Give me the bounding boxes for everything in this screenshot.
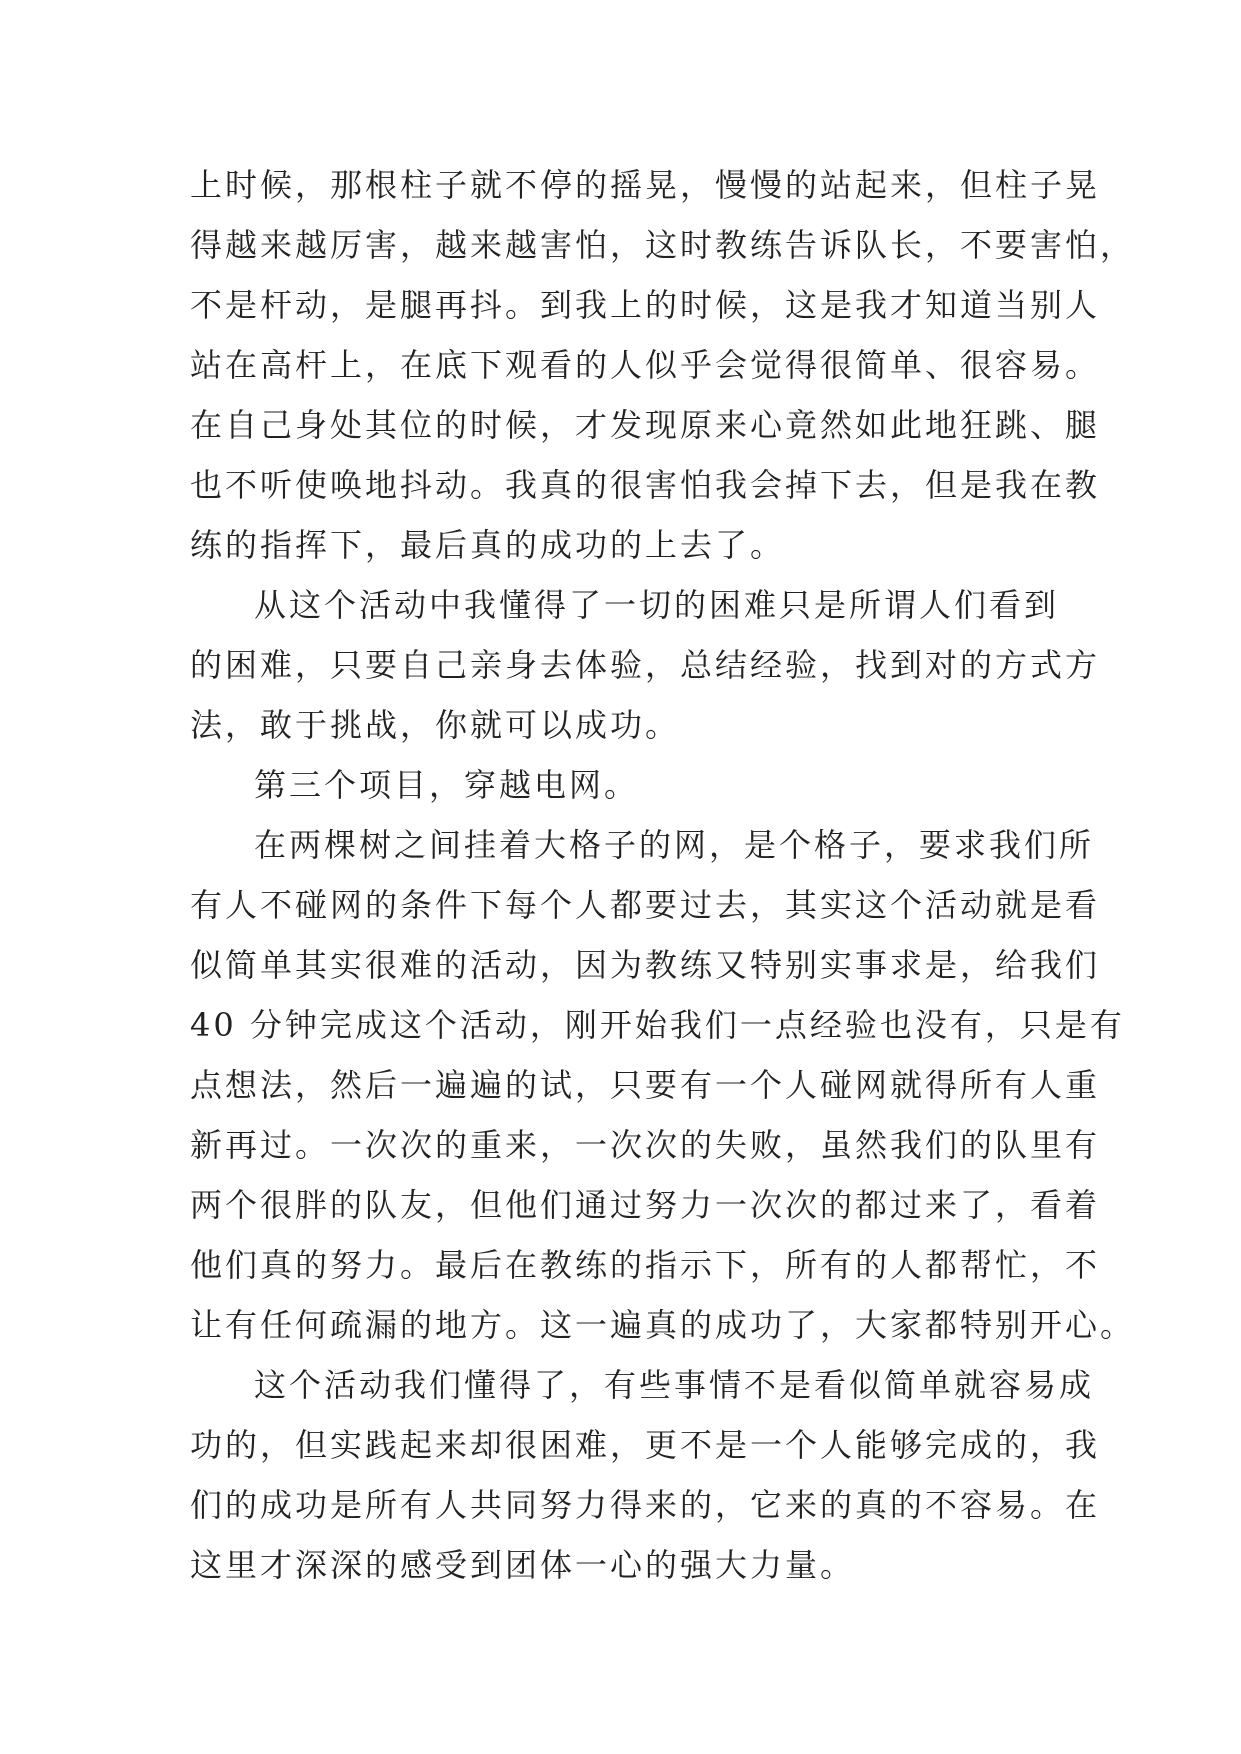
text-line: 练的指挥下，最后真的成功的上去了。 bbox=[190, 526, 786, 564]
text-line: 站在高杆上，在底下观看的人似乎会觉得很简单、很容易。 bbox=[190, 346, 1101, 384]
text-line: 们的成功是所有人共同努力得来的，它来的真的不容易。在 bbox=[190, 1486, 1101, 1524]
text-line: 似简单其实很难的活动，因为教练又特别实事求是，给我们 bbox=[190, 946, 1101, 984]
section-heading-line: 第三个项目，穿越电网。 bbox=[254, 766, 640, 804]
text-line: 得越来越厉害，越来越害怕，这时教练告诉队长，不要害怕， bbox=[190, 226, 1136, 264]
text-line: 不是杆动，是腿再抖。到我上的时候，这是我才知道当别人 bbox=[190, 286, 1101, 324]
text-line: 点想法，然后一遍遍的试，只要有一个人碰网就得所有人重 bbox=[190, 1066, 1101, 1104]
body-text bbox=[190, 155, 1136, 1595]
text-line: 的困难，只要自己亲身去体验，总结经验，找到对的方式方 bbox=[190, 646, 1101, 684]
text-line: 让有任何疏漏的地方。这一遍真的成功了，大家都特别开心。 bbox=[190, 1306, 1136, 1344]
paragraph-start-line: 这个活动我们懂得了，有些事情不是看似简单就容易成 bbox=[254, 1366, 1095, 1404]
text-line: 新再过。一次次的重来，一次次的失败，虽然我们的队里有 bbox=[190, 1126, 1101, 1164]
text-line: 功的，但实践起来却很困难，更不是一个人能够完成的，我 bbox=[190, 1426, 1101, 1464]
paragraph-start-line: 在两棵树之间挂着大格子的网，是个格子，要求我们所 bbox=[254, 826, 1095, 864]
text-line: 他们真的努力。最后在教练的指示下，所有的人都帮忙，不 bbox=[190, 1246, 1101, 1284]
text-line: 两个很胖的队友，但他们通过努力一次次的都过来了，看着 bbox=[190, 1186, 1101, 1224]
text-line: 法，敢于挑战，你就可以成功。 bbox=[190, 706, 681, 744]
text-line: 上时候，那根柱子就不停的摇晃，慢慢的站起来，但柱子晃 bbox=[190, 166, 1101, 204]
text-line: 在自己身处其位的时候，才发现原来心竟然如此地狂跳、腿 bbox=[190, 406, 1101, 444]
text-line: 40 分钟完成这个活动，刚开始我们一点经验也没有，只是有 bbox=[190, 1006, 1125, 1044]
text-line: 也不听使唤地抖动。我真的很害怕我会掉下去，但是我在教 bbox=[190, 466, 1101, 504]
paragraph-start-line: 从这个活动中我懂得了一切的困难只是所谓人们看到 bbox=[254, 586, 1060, 624]
text-line: 这里才深深的感受到团体一心的强大力量。 bbox=[190, 1546, 856, 1584]
text-line: 有人不碰网的条件下每个人都要过去，其实这个活动就是看 bbox=[190, 886, 1101, 924]
